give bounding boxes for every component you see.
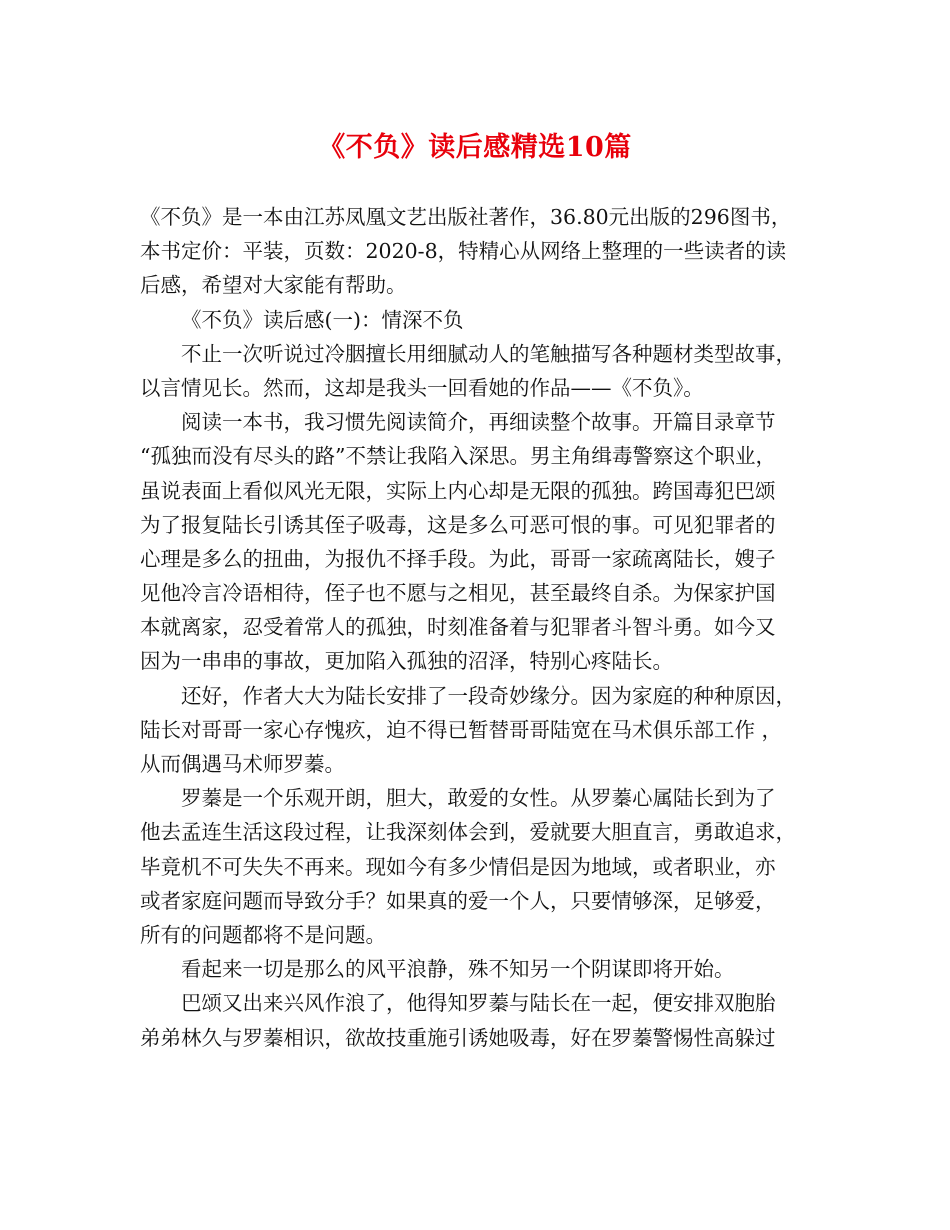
text-line: 阅读一本书，我习惯先阅读简介，再细读整个故事。开篇目录章节 [181, 410, 776, 435]
text-line: 罗蓁是一个乐观开朗，胆大，敢爱的女性。从罗蓁心属陆长到为了 [181, 786, 776, 811]
document-title: 《不负》读后感精选10篇 [318, 132, 632, 163]
text-line: 他去孟连生活这段过程，让我深刻体会到，爱就要大胆直言，勇敢追求， [140, 820, 796, 845]
text-line: 还好，作者大大为陆长安排了一段奇妙缘分。因为家庭的种种原因， [181, 683, 796, 708]
text-line: 《不负》读后感(一)：情深不负 [181, 307, 464, 332]
text-line: 为了报复陆长引诱其侄子吸毒，这是多么可恶可恨的事。可见犯罪者的 [140, 512, 776, 537]
text-line: 本就离家，忍受着常人的孤独，时刻准备着与犯罪者斗智斗勇。如今又 [140, 615, 776, 640]
text-line: 从而偶遇马术师罗蓁。 [140, 752, 345, 776]
text-line: 以言情见长。然而，这却是我头一回看她的作品——《不负》。 [140, 375, 704, 400]
text-line: 陆长对哥哥一家心存愧疚，迫不得已暂替哥哥陆宽在马术俱乐部工作 ， [140, 717, 783, 742]
text-line: 看起来一切是那么的风平浪静，殊不知另一个阴谋即将开始。 [181, 957, 735, 982]
text-line: 虽说表面上看似风光无限，实际上内心却是无限的孤独。跨国毒犯巴颂 [140, 478, 776, 503]
text-line: 不止一次听说过冷胭擅长用细腻动人的笔触描写各种题材类型故事， [181, 341, 796, 366]
text-line: “孤独而没有尽头的路”不禁让我陷入深思。男主角缉毒警察这个职业， [140, 444, 776, 469]
text-line: 弟弟林久与罗蓁相识，欲故技重施引诱她吸毒，好在罗蓁警惕性高躲过 [140, 1025, 776, 1050]
text-line: 心理是多么的扭曲，为报仇不择手段。为此，哥哥一家疏离陆长，嫂子 [140, 546, 776, 571]
text-line: 见他冷言冷语相待，侄子也不愿与之相见，甚至最终自杀。为保家护国 [140, 581, 776, 606]
text-line: 巴颂又出来兴风作浪了，他得知罗蓁与陆长在一起，便安排双胞胎 [181, 991, 776, 1016]
text-line: 因为一串串的事故，更加陷入孤独的沼泽，特别心疼陆长。 [140, 649, 673, 674]
text-line: 或者家庭问题而导致分手？如果真的爱一个人，只要情够深，足够爱， [140, 888, 776, 913]
text-line: 本书定价：平装，页数：2020-8，特精心从网络上整理的一些读者的读 [140, 239, 787, 264]
document-body [140, 200, 820, 1055]
text-line: 后感，希望对大家能有帮助。 [140, 273, 407, 298]
text-line: 《不负》是一本由江苏凤凰文艺出版社著作，36.80元出版的296图书， [140, 205, 792, 229]
text-line: 毕竟机不可失失不再来。现如今有多少情侣是因为地域，或者职业，亦 [140, 854, 776, 879]
text-line: 所有的问题都将不是问题。 [140, 922, 386, 947]
